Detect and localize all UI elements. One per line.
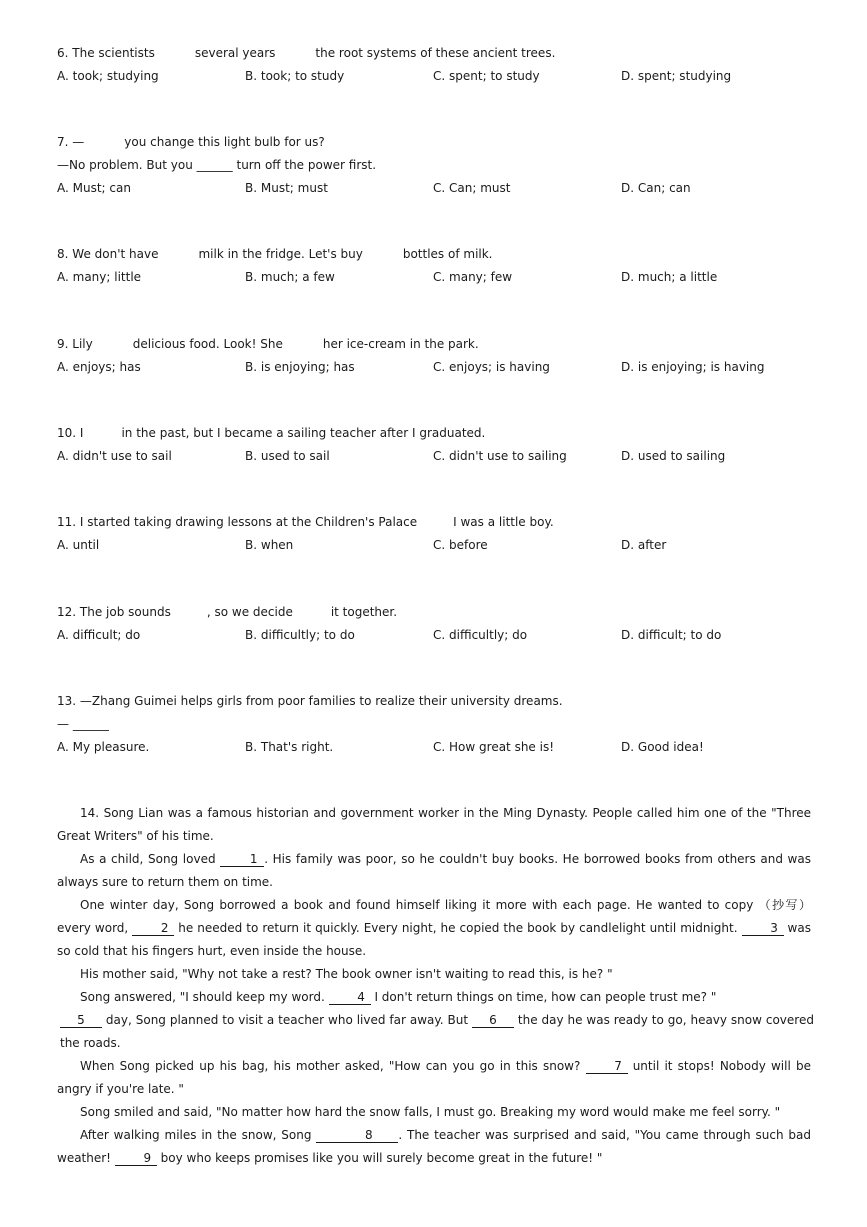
q11-option-b: B. when [245,538,294,552]
q9-option-d: D. is enjoying; is having [621,360,765,374]
q9-option-b: B. is enjoying; has [245,360,355,374]
q12-option-d: D. difficult; to do [621,628,722,642]
q12-option-b: B. difficultly; to do [245,628,355,642]
cloze-blank-4: 4 [329,990,371,1005]
cloze-blank-6: 6 [472,1013,514,1028]
q11-option-d: D. after [621,538,667,552]
passage-paragraph-5: Song answered, "I should keep my word. 4 I don't return things on time, how can people trust me? " [80,990,717,1004]
passage-paragraph-4: His mother said, "Why not take a rest? The book owner isn't waiting to read this, is he? " [80,967,613,981]
question-8-stem: 8. We don't have milk in the fridge. Let's buy bottles of milk. [57,247,493,261]
q6-option-d: D. spent; studying [621,69,732,83]
cloze-blank-5: 5 [60,1013,102,1028]
question-11-stem: 11. I started taking drawing lessons at the Children's Palace I was a little boy. [57,515,554,529]
question-10-stem: 10. I in the past, but I became a sailing teacher after I graduated. [57,426,486,440]
question-7-line2: —No problem. But you ______ turn off the power first. [57,158,377,172]
q13-option-c: C. How great she is! [433,740,555,754]
question-13-line1: 13. —Zhang Guimei helps girls from poor families to realize their university dreams. [57,694,563,708]
q10-option-a: A. didn't use to sail [57,449,172,463]
q9-option-c: C. enjoys; is having [433,360,550,374]
q7-option-b: B. Must; must [245,181,328,195]
q8-option-a: A. many; little [57,270,142,284]
question-7-line1: 7. — you change this light bulb for us? [57,135,325,149]
q10-option-c: C. didn't use to sailing [433,449,567,463]
q13-option-a: A. My pleasure. [57,740,150,754]
q7-option-a: A. Must; can [57,181,131,195]
q12-option-a: A. difficult; do [57,628,141,642]
passage-paragraph-9: After walking miles in the snow, Song 8 . The teacher was surprised and said, "You came through such bad weather! 9 boy who keeps promises like you will surely become great in the future! " [57,1128,811,1165]
q10-option-d: D. used to sailing [621,449,726,463]
q7-option-d: D. Can; can [621,181,691,195]
passage-paragraph-3: One winter day, Song borrowed a book and found himself liking it more with each page. He wanted to copy （抄写） every word, 2 he needed to return it quickly. Every night, he copied the book by candlelight until midnight. 3 was so cold that his fingers hurt, even inside the house. [57,898,811,958]
cloze-blank-9: 9 [115,1151,157,1166]
passage-paragraph-8: Song smiled and said, "No matter how hard the snow falls, I must go. Breaking my word would make me feel sorry. " [80,1105,781,1119]
q6-option-a: A. took; studying [57,69,159,83]
cloze-blank-3: 3 [742,921,784,936]
q9-option-a: A. enjoys; has [57,360,141,374]
cloze-blank-2: 2 [132,921,174,936]
q6-option-b: B. took; to study [245,69,345,83]
q6-option-c: C. spent; to study [433,69,540,83]
question-6-stem: 6. The scientists several years the root systems of these ancient trees. [57,46,556,60]
passage-paragraph-6: 5 day, Song planned to visit a teacher who lived far away. But 6 the day he was ready to go, heavy snow covered the roads. [60,1013,814,1050]
q8-option-d: D. much; a little [621,270,718,284]
q8-option-c: C. many; few [433,270,513,284]
passage-paragraph-2: As a child, Song loved 1 . His family was poor, so he couldn't buy books. He borrowed books from others and was always sure to return them on time. [57,852,811,889]
question-13-line2: — ______ [57,717,109,731]
q7-option-c: C. Can; must [433,181,511,195]
question-9-stem: 9. Lily delicious food. Look! She her ice-cream in the park. [57,337,479,351]
cloze-blank-8: 8 [316,1128,398,1143]
q13-option-d: D. Good idea! [621,740,704,754]
cloze-blank-7: 7 [586,1059,628,1074]
passage-paragraph-1: 14. Song Lian was a famous historian and government worker in the Ming Dynasty. People called him one of the "Three Great Writers" of his time. [57,806,811,843]
q8-option-b: B. much; a few [245,270,335,284]
q13-option-b: B. That's right. [245,740,334,754]
q11-option-c: C. before [433,538,488,552]
question-12-stem: 12. The job sounds , so we decide it together. [57,605,398,619]
cloze-blank-1: 1 [220,852,264,867]
q12-option-c: C. difficultly; do [433,628,528,642]
q11-option-a: A. until [57,538,100,552]
q10-option-b: B. used to sail [245,449,330,463]
passage-paragraph-7: When Song picked up his bag, his mother asked, "How can you go in this snow? 7 until it stops! Nobody will be angry if you're late. " [57,1059,811,1096]
